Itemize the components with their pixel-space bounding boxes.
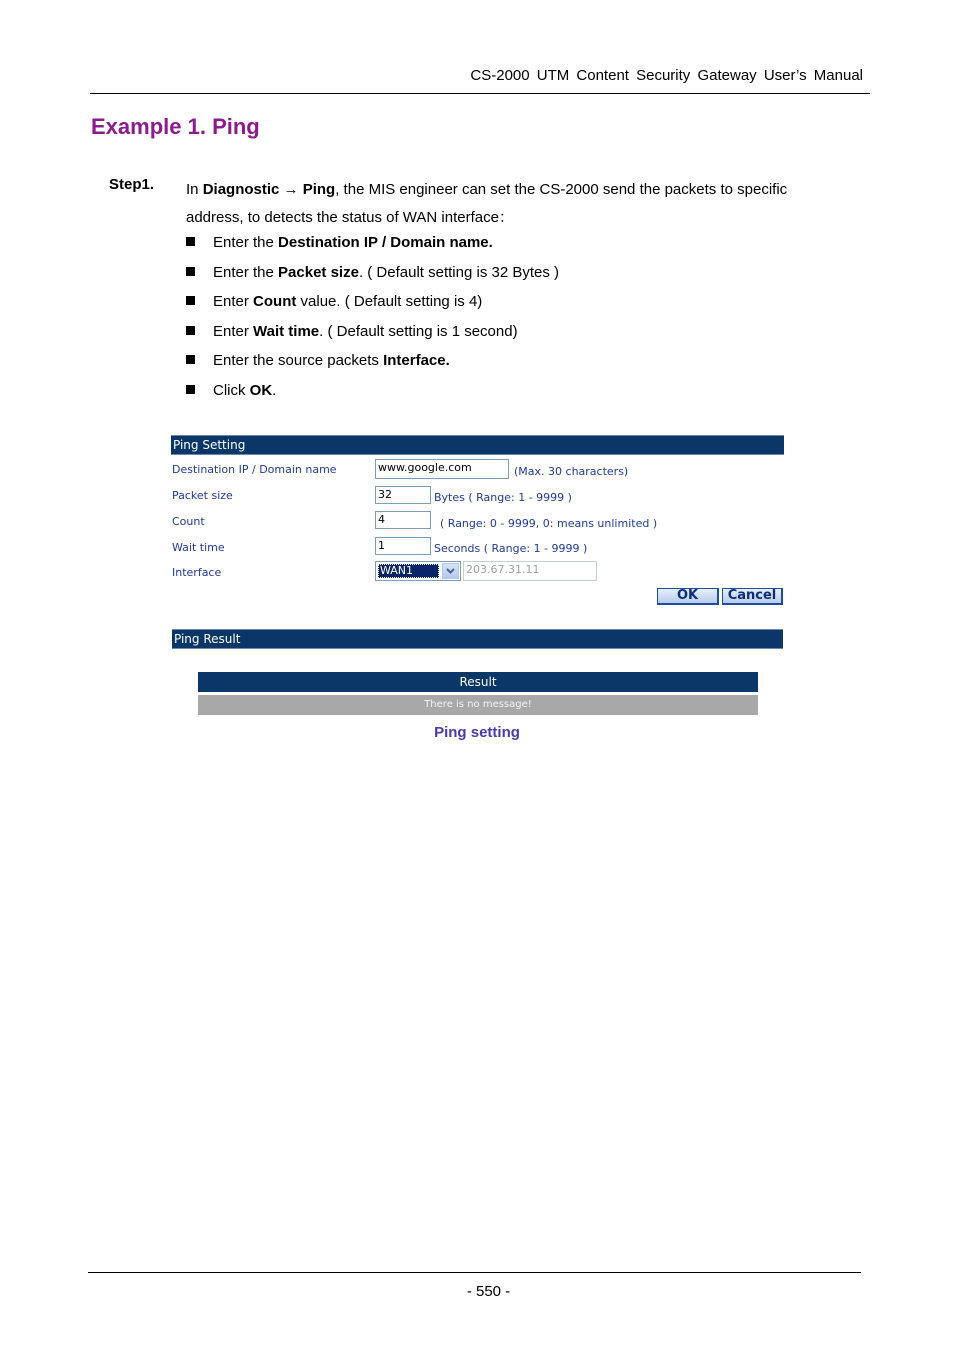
square-bullet-icon — [186, 296, 195, 305]
arrow-right-icon: → — [283, 181, 299, 198]
bullet-text: Enter — [213, 322, 254, 340]
bullet-text: Enter the source packets — [213, 352, 384, 369]
list-item — [186, 379, 559, 409]
bullet-text: . — [272, 381, 277, 399]
ping-result-header: Ping Result — [172, 629, 783, 649]
bullet-bold: Packet size — [278, 263, 359, 281]
step-label: Step1. — [109, 176, 155, 193]
count-label: Count — [172, 515, 205, 528]
section-heading: Example 1. Ping — [91, 114, 260, 139]
interface-label: Interface — [172, 566, 222, 579]
square-bullet-icon — [186, 237, 195, 246]
figure-caption: Ping setting — [434, 724, 520, 741]
result-table-header: Result — [198, 672, 758, 692]
ok-button[interactable]: OK — [657, 588, 719, 605]
manual-title: CS-2000 UTM Content Security Gateway User’s Manual — [470, 67, 863, 84]
bullet-text: . ( Default setting is 1 second) — [319, 322, 518, 340]
step-intro-rest: , the MIS engineer can set the CS-2000 send the packets to specific address, to detects the status of WAN interface： — [186, 181, 788, 226]
square-bullet-icon — [186, 326, 195, 335]
list-item — [186, 231, 559, 261]
count-input[interactable]: 4 — [375, 511, 431, 529]
bullet-bold: Wait time — [253, 322, 320, 340]
header-rule — [90, 93, 870, 94]
square-bullet-icon — [186, 385, 195, 394]
packet-size-input[interactable]: 32 — [375, 486, 431, 504]
step-paragraph — [186, 176, 846, 232]
list-item — [186, 320, 559, 350]
interface-select[interactable] — [375, 561, 461, 581]
square-bullet-icon — [186, 355, 195, 364]
bullet-bold: Count — [253, 293, 297, 310]
bullet-bold: Interface. — [383, 352, 450, 369]
footer-rule — [88, 1272, 861, 1273]
bullet-text: Click — [213, 381, 250, 399]
destination-note: (Max. 30 characters) — [514, 465, 629, 478]
bullet-text: Enter the — [213, 263, 279, 281]
packet-size-note: Bytes ( Range: 1 - 9999 ) — [434, 491, 572, 504]
count-note: ( Range: 0 - 9999, 0: means unlimited ) — [440, 517, 658, 530]
interface-ip-field: 203.67.31.11 — [463, 561, 597, 581]
page-number: - 550 - — [466, 1283, 511, 1300]
bullet-text: Enter — [213, 293, 254, 310]
wait-time-label: Wait time — [172, 541, 225, 554]
packet-size-label: Packet size — [172, 489, 233, 502]
square-bullet-icon — [186, 267, 195, 276]
cancel-button[interactable]: Cancel — [722, 588, 783, 605]
list-item — [186, 261, 559, 291]
ping-setting-header: Ping Setting — [171, 435, 784, 455]
bullet-bold: OK — [249, 381, 273, 399]
destination-label: Destination IP / Domain name — [172, 463, 337, 476]
destination-input[interactable]: www.google.com — [375, 459, 509, 479]
step-intro-ping: Ping — [298, 181, 336, 198]
bullet-text: Enter the — [213, 234, 279, 251]
interface-selected-value: WAN1 — [378, 564, 439, 578]
chevron-down-icon[interactable] — [442, 563, 459, 579]
step-intro-in: In — [186, 181, 203, 198]
wait-time-note: Seconds ( Range: 1 - 9999 ) — [434, 542, 588, 555]
bullet-text: value. ( Default setting is 4) — [296, 293, 483, 310]
list-item — [186, 349, 559, 379]
instruction-list — [186, 231, 559, 408]
result-message: There is no message! — [198, 695, 758, 715]
wait-time-input[interactable]: 1 — [375, 537, 431, 555]
step-intro-diagnostic: Diagnostic — [202, 181, 280, 198]
bullet-bold: Destination IP / Domain name. — [278, 234, 493, 251]
bullet-text: . ( Default setting is 32 Bytes ) — [358, 263, 560, 281]
list-item — [186, 290, 559, 320]
